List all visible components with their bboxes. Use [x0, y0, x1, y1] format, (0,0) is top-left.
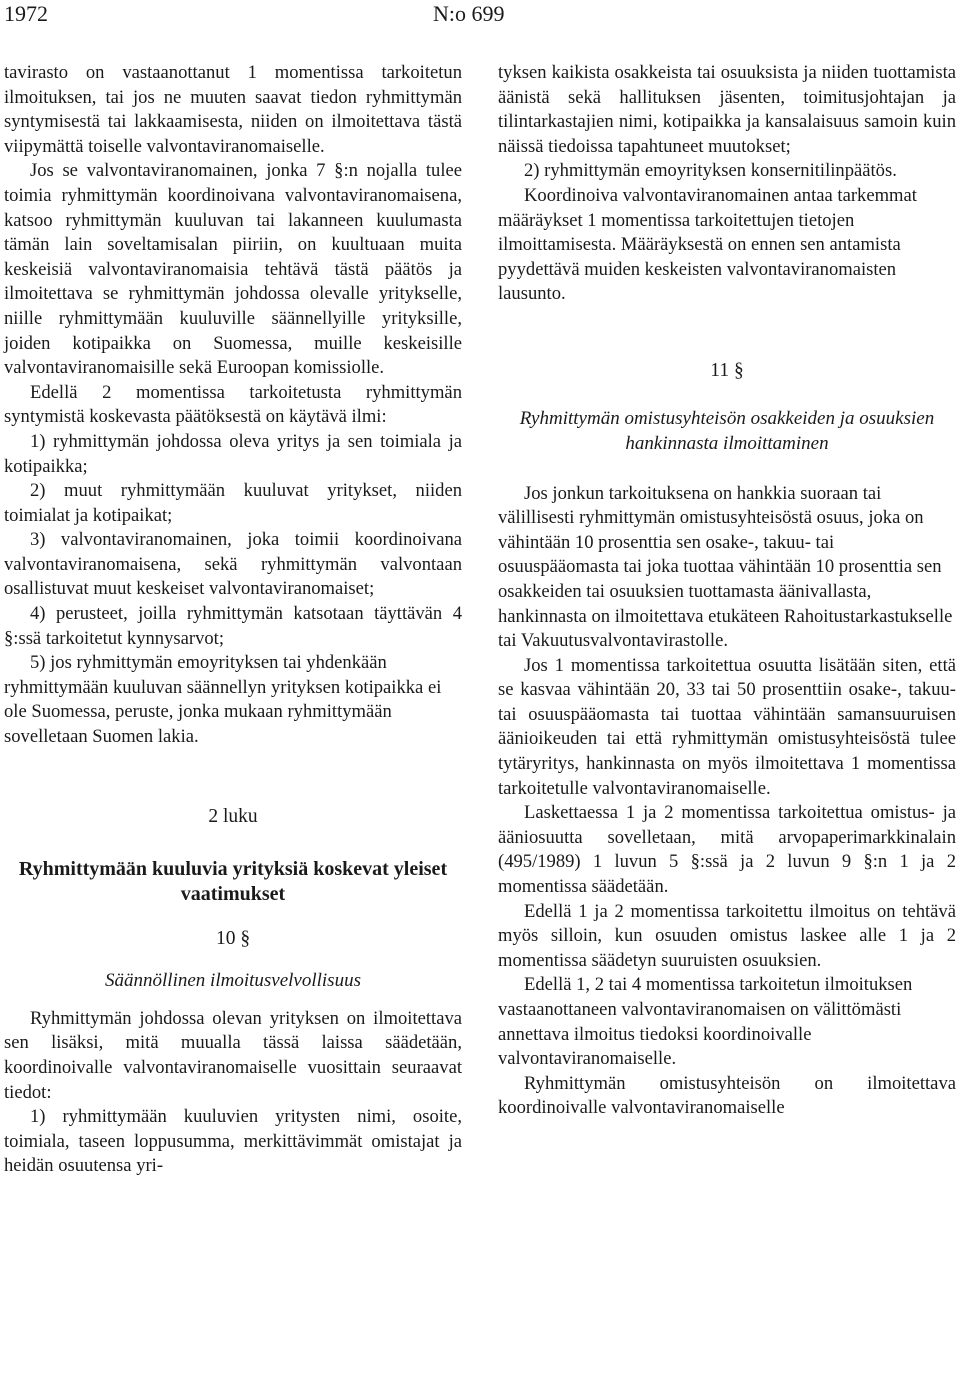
paragraph: tyksen kaikista osakkeista tai osuuksista ja niiden tuottamista äänistä sekä hallituksen jäsenten, toimitusjohtajan ja tilintarkastajien nimi, kotipaikka ja kansalaisuus samoin kuin näissä tiedoissa tapahtuneet muutokset; [498, 62, 956, 157]
paragraph: tavirasto on vastaanottanut 1 momentissa tarkoitetun ilmoituksen, tai jos ne muuten saavat tiedon ryhmittymän syntymisestä tai lakkaamisesta, niiden on ilmoitettava tästä viipymättä toiselle valvontaviranomaiselle. [4, 62, 462, 157]
left-column [4, 61, 462, 1179]
paragraph: Edellä 1 ja 2 momentissa tarkoitettu ilmoitus on tehtävä myös silloin, kun osuuden omistus laskee alle 1 ja 2 momentissa säädetyn suuruisten osuuksien. [498, 900, 956, 971]
document-number: N:o 699 [433, 1, 505, 26]
section-title: Säännöllinen ilmoitusvelvollisuus [105, 969, 361, 991]
paragraph: 1) ryhmittymään kuuluvien yritysten nimi, osoite, toimiala, taseen loppusumma, merkittävimmät omistajat ja heidän osuutensa yri- [4, 1106, 462, 1177]
list-item: 2) muut ryhmittymään kuuluvat yritykset, niiden toimialat ja kotipaikat; [4, 480, 462, 526]
chapter-title: Ryhmittymään kuuluvia yrityksiä koskevat yleiset vaatimukset [18, 858, 448, 906]
chapter-number: 2 luku [208, 805, 258, 827]
section-number: 10 § [215, 928, 251, 950]
paragraph: 2) ryhmittymän emoyrityksen konsernitilinpäätös. [524, 160, 897, 182]
list-item: 1) ryhmittymän johdossa oleva yritys ja sen toimiala ja kotipaikka; [4, 430, 462, 477]
paragraph: Edellä 1, 2 tai 4 momentissa tarkoitetun ilmoituksen vastaanottaneen valvontaviranomaisen on välittömästi annettava ilmoitus tiedoksi koordinoivalle valvontaviranomaiselle. [498, 974, 913, 1070]
page-header [0, 0, 960, 30]
list-item: 4) perusteet, joilla ryhmittymän katsotaan täyttävän 4 §:ssä tarkoitetut kynnysarvot; [4, 603, 462, 649]
right-column [498, 61, 956, 1121]
page-number: 1972 [4, 1, 48, 26]
paragraph: Jos jonkun tarkoituksena on hankkia suoraan tai välillisesti ryhmittymän omistusyhteisöstä osuus, joka on vähintään 10 prosenttia sen osake-, takuu- tai osuuspääomasta tai joka tuottaa vähintään 10 prosenttia sen osakkeiden tai osuuksien tuottamasta äänivallasta, hankinnasta on ilmoitettava etukäteen Rahoitustarkastukselle tai Vakuutusvalvontavirastolle. [498, 482, 953, 652]
paragraph: Jos 1 momentissa tarkoitettua osuutta lisätään siten, että se kasvaa vähintään 20, 33 tai 50 prosenttiin osake-, takuu- tai osuuspääomasta tai tuottaa vähintään samansuuruisen äänioikeuden tai että ryhmittymän omistusyhteisöstä tulee tytäryritys, hankinnasta on myös ilmoitettava 1 momentissa tarkoitetulle valvontaviranomaiselle. [498, 654, 956, 799]
paragraph: Edellä 2 momentissa tarkoitetusta ryhmittymän syntymistä koskevasta päätöksestä on käytävä ilmi: [4, 381, 462, 428]
paragraph: Koordinoiva valvontaviranomainen antaa tarkemmat määräykset 1 momentissa tarkoitettujen tietojen ilmoittamisesta. Määräyksestä on ennen sen antamista pyydettävä muiden keskeisten valvontaviranomaisten lausunto. [498, 184, 917, 305]
section-number: 11 § [710, 359, 744, 381]
paragraph: Ryhmittymän omistusyhteisön on ilmoitettava koordinoivalle valvontaviranomaiselle [498, 1072, 956, 1119]
paragraph: Ryhmittymän johdossa olevan yrityksen on ilmoitettava sen lisäksi, mitä muualla tässä laissa säädetään, koordinoivalle valvontaviranomaiselle vuosittain seuraavat tiedot: [4, 1007, 462, 1103]
list-item: 3) valvontaviranomainen, joka toimii koordinoivana valvontaviranomaisena, sekä ryhmittymän valvontaan osallistuvat muut keskeiset valvontaviranomaiset; [4, 529, 462, 600]
paragraph: Jos se valvontaviranomainen, jonka 7 §:n nojalla tulee toimia ryhmittymän koordinoivana valvontaviranomaisena, katsoo ryhmittymän kuuluvan tai lakanneen kuulumasta tämän lain soveltamisalan piiriin, on kuultuaan muita keskeisiä valvontaviranomaisia tehtävä tästä päätös ja ilmoitettava se ryhmittymän johdossa olevalle yritykselle, niille ryhmittymään kuuluville säännellyille yrityksille, joiden kotipaikka on Suomessa, muille keskeisille valvontaviranomaisille sekä Euroopan komissiolle. [4, 160, 462, 379]
section-title: Ryhmittymän omistusyhteisön osakkeiden ja osuuksien hankinnasta ilmoittaminen [519, 407, 935, 454]
paragraph: Laskettaessa 1 ja 2 momentissa tarkoitettua omistus- ja ääniosuutta sovelletaan, mitä arvopaperimarkkinalain (495/1989) 1 luvun 5 §:ssä ja 2 luvun 9 §:n 1 ja 2 momentissa säädetään. [498, 802, 956, 898]
list-item: 5) jos ryhmittymän emoyrityksen tai yhdenkään ryhmittymään kuuluvan säännellyn yrityksen kotipaikka ei ole Suomessa, peruste, jonka mukaan ryhmittymään sovelletaan Suomen lakia. [4, 652, 442, 748]
